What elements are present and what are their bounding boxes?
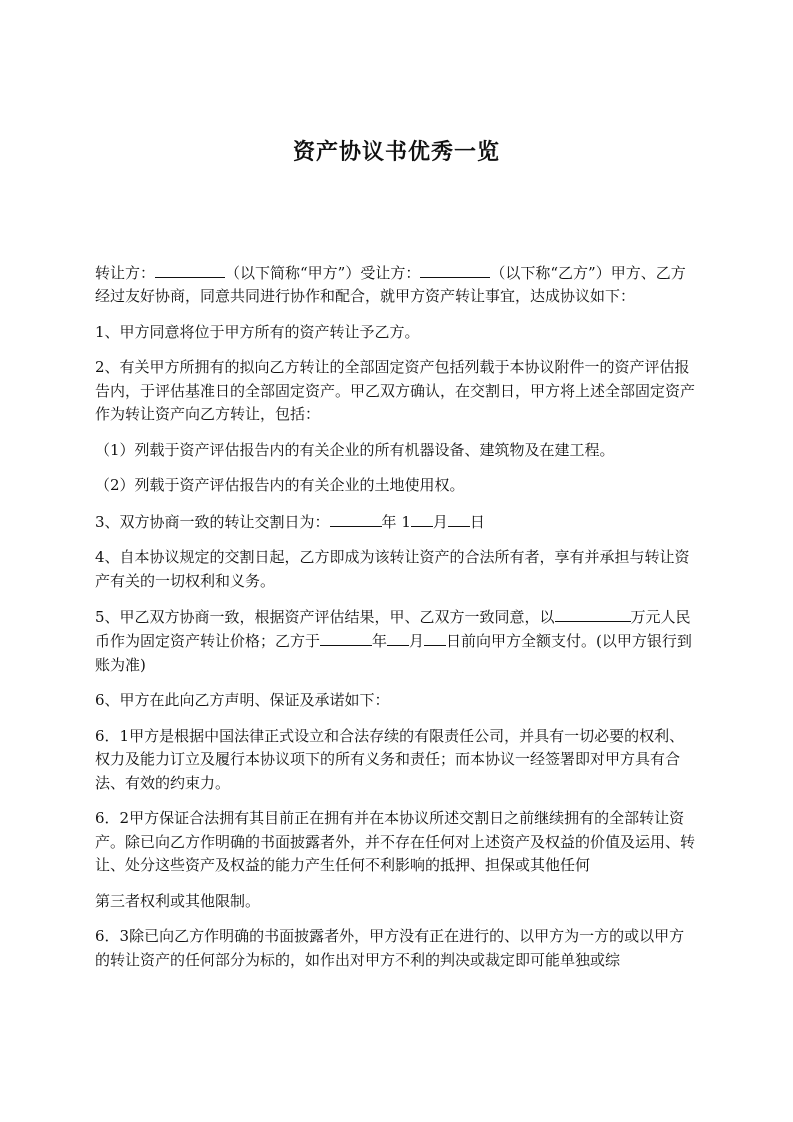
clause-6-1: 6．1甲方是根据中国法律正式设立和合法存续的有限责任公司，并具有一切必要的权利、权力及能力订立及履行本协议项下的所有义务和责任；而本协议一经签署即对甲方具有合法、有效的约束力。 bbox=[95, 726, 685, 792]
clause-6-2: 6．2甲方保证合法拥有其目前正在拥有并在本协议所述交割日之前继续拥有的全部转让资产。除已向乙方作明确的书面披露者外，并不存在任何对上述资产及权益的价值及运用、转让、处分这些资产及权益的能力产生任何不利影响的抵押、担保或其他任何 bbox=[95, 809, 696, 874]
clause-5-text-5: 日前向甲方全额支付。(以甲方银行到账为准) bbox=[95, 632, 692, 674]
clause-1: 1、甲方同意将位于甲方所有的资产转让予乙方。 bbox=[95, 322, 420, 341]
clause-5-text-4: 月 bbox=[409, 632, 425, 650]
clause-2-item-1: （1）列载于资产评估报告内的有关企业的所有机器设备、建筑物及在建工程。 bbox=[95, 440, 615, 459]
price-blank bbox=[555, 605, 631, 622]
clause-6-3: 6．3除已向乙方作明确的书面披露者外，甲方没有正在进行的、以甲方为一方的或以甲方的转让资产的任何部分为标的，如作出对甲方不利的判决或裁定即可能单独或综 bbox=[95, 927, 685, 969]
year-blank bbox=[330, 510, 382, 527]
day-blank bbox=[448, 510, 470, 527]
clause-5-text-3: 年 bbox=[372, 632, 388, 650]
clause-3-text-2: 年 1 bbox=[381, 512, 411, 531]
clause-3-text-4: 日 bbox=[469, 512, 485, 531]
transferee-blank bbox=[420, 261, 490, 278]
pay-month-blank bbox=[387, 629, 409, 646]
pay-year-blank bbox=[320, 629, 372, 646]
month-blank bbox=[411, 510, 433, 527]
clause-5-text-1: 5、甲乙双方协商一致，根据资产评估结果，甲、乙双方一致同意，以 bbox=[95, 607, 555, 626]
clause-6-2-continued: 第三者权利或其他限制。 bbox=[95, 891, 261, 910]
document-title: 资产协议书优秀一览 bbox=[292, 140, 500, 165]
clause-3-text-3: 月 bbox=[432, 512, 448, 531]
clause-2: 2、有关甲方所拥有的拟向乙方转让的全部固定资产包括列载于本协议附件一的资产评估报告内，于评估基准日的全部固定资产。甲乙双方确认，在交割日，甲方将上述全部固定资产作为转让资产向乙方转让，包括： bbox=[95, 358, 696, 424]
intro-paragraph bbox=[95, 261, 698, 309]
clause-5-text-2: 万元人民币作为固定资产转让价格；乙方于 bbox=[95, 607, 691, 650]
clause-4: 4、自本协议规定的交割日起，乙方即成为该转让资产的合法所有者，享有并承担与转让资产有关的一切权利和义务。 bbox=[95, 548, 690, 590]
clause-2-item-2: （2）列载于资产评估报告内的有关企业的土地使用权。 bbox=[95, 476, 465, 495]
clause-3-text-1: 3、双方协商一致的转让交割日为： bbox=[95, 512, 330, 531]
clause-5 bbox=[95, 605, 698, 677]
intro-text-1: 转让方： bbox=[95, 263, 156, 282]
transferor-blank bbox=[155, 261, 225, 278]
clause-6: 6、甲方在此向乙方声明、保证及承诺如下： bbox=[95, 691, 390, 709]
intro-text-2: （以下简称“甲方”）受让方： bbox=[225, 263, 421, 282]
intro-text-3: （以下称“乙方”）甲方、乙方经过友好协商，同意共同进行协作和配合，就甲方资产转让事宜，达成协议如下： bbox=[95, 263, 686, 306]
clause-3 bbox=[95, 510, 698, 534]
pay-day-blank bbox=[424, 629, 446, 646]
document-body bbox=[95, 261, 698, 972]
